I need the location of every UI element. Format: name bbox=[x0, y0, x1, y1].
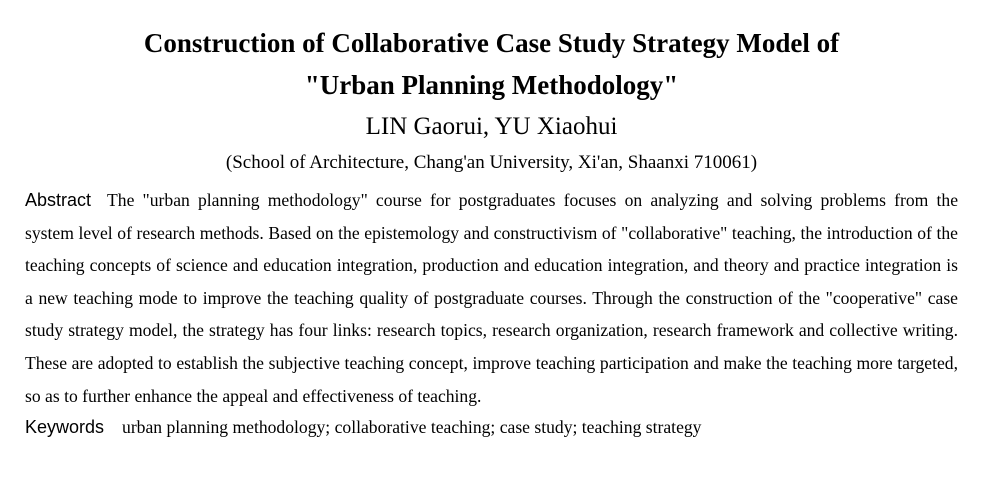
affiliation: (School of Architecture, Chang'an University, Xi'an, Shaanxi 710061) bbox=[225, 152, 758, 173]
authors: LIN Gaorui, YU Xiaohui bbox=[365, 113, 618, 140]
abstract-text: The "urban planning methodology" course for postgraduates focuses on analyzing and solving problems from the system level of research methods. Based on the epistemology and constructivism of "collaborative" teaching, the introduction of the teaching concepts of science and education integration, production and education integration, and theory and practice integration is a new teaching mode to improve the teaching quality of postgraduate courses. Through the construction of the "cooperative" case study strategy model, the strategy has four links: research topics, research organization, research framework and collective writing. These are adopted to establish the subjective teaching concept, improve teaching participation and make the teaching more targeted, so as to further enhance the appeal and effectiveness of teaching. bbox=[25, 190, 958, 406]
keywords-text: urban planning methodology; collaborative teaching; case study; teaching strategy bbox=[122, 417, 702, 438]
abstract bbox=[25, 184, 958, 412]
abstract-label: Abstract bbox=[25, 190, 92, 210]
keywords-label: Keywords bbox=[25, 417, 105, 438]
keywords bbox=[25, 412, 958, 442]
title-line-1: Construction of Collaborative Case Study Strategy Model of bbox=[143, 28, 840, 58]
paper-title bbox=[25, 22, 958, 106]
title-line-2: "Urban Planning Methodology" bbox=[304, 70, 679, 100]
